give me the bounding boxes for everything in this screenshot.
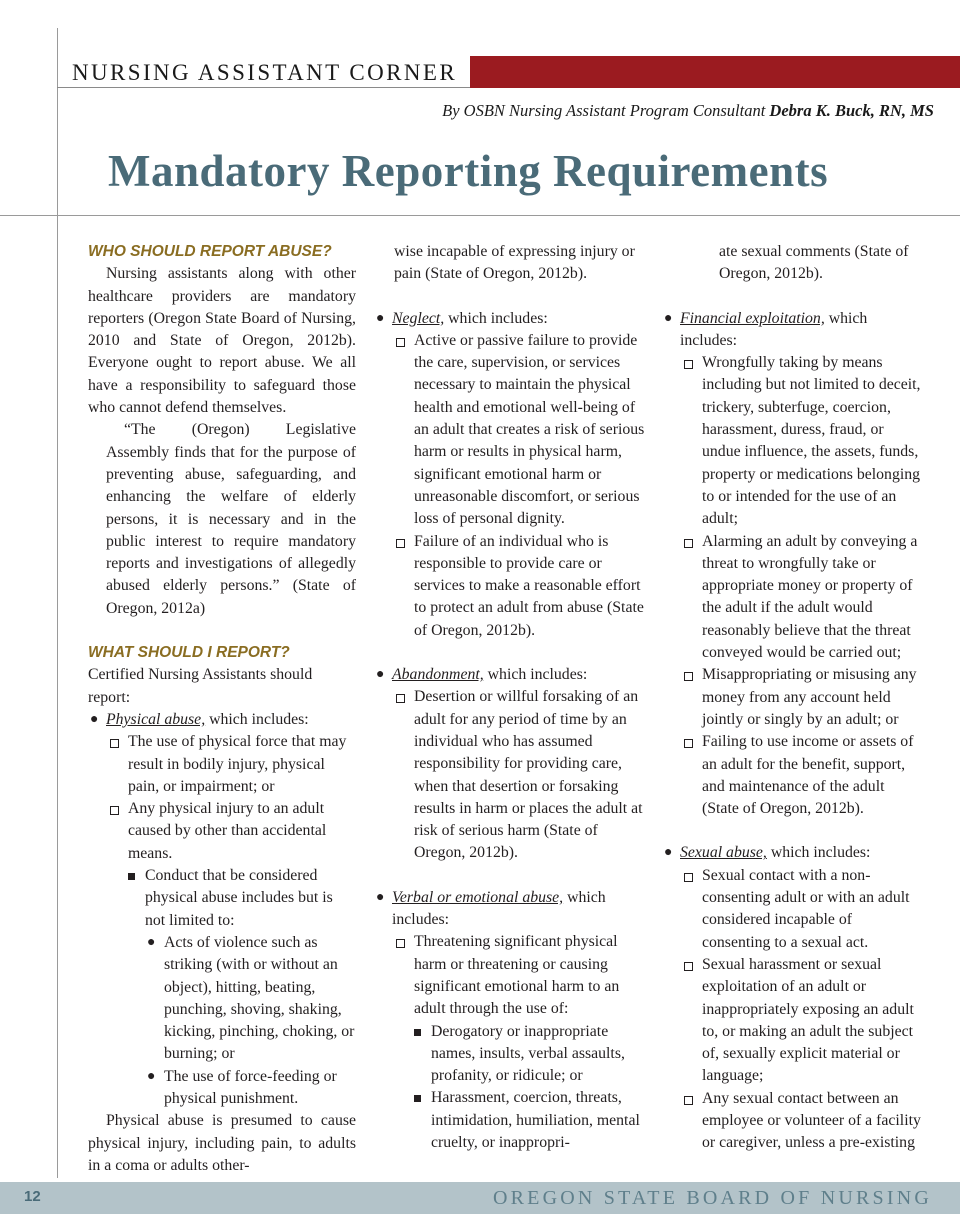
hollow-square-bullet-icon [396, 338, 405, 347]
hollow-square-bullet-icon [684, 739, 693, 748]
hollow-square-bullet-icon [396, 694, 405, 703]
term-physical-abuse: Physical abuse, [106, 710, 206, 728]
column-2 [374, 241, 646, 1154]
page-number: 12 [24, 1188, 41, 1205]
byline: By OSBN Nursing Assistant Program Consultant Debra K. Buck, RN, MS [442, 101, 934, 120]
hollow-square-bullet-icon [684, 1096, 693, 1105]
hollow-square-bullet-icon [684, 672, 693, 681]
hollow-square-bullet-icon [110, 739, 119, 748]
quote-legislative-assembly: “The (Oregon) Legislative Assembly finds that for the purpose of preventing abuse, safeguarding, and enhancing the welfare of elderly persons, it is necessary and in the public interest to require mandatory reports and investigations of allegedly abused elderly persons.” (State of Oregon, 2012a) [106, 421, 356, 617]
bullet-icon: ● [664, 845, 673, 861]
list-item-conduct: Conduct that be considered physical abuse includes but is not limited to: [88, 865, 356, 932]
bullet-icon: ● [147, 1068, 156, 1084]
list-item-harassment: Harassment, coercion, threats, intimidation, humiliation, mental cruelty, or inappropri- [374, 1087, 646, 1154]
paragraph-physical-abuse-presumed: Physical abuse is presumed to cause physical injury, including pain, to adults in a coma or adults other- [88, 1112, 356, 1174]
list-item-financial-exploitation: ● Financial exploitation, which includes: [664, 309, 868, 349]
hollow-square-bullet-icon [396, 939, 405, 948]
bullet-icon: ● [90, 711, 99, 727]
list-item-acts-of-violence: ● Acts of violence such as striking (with or without an object), hitting, beating, punching, shoving, shaking, kicking, pinching, choking, or burning; or [147, 933, 355, 1063]
paragraph-continued: ate sexual comments (State of Oregon, 2012b). [719, 243, 909, 283]
paragraph-continued: wise incapable of expressing injury or pain (State of Oregon, 2012b). [394, 243, 635, 283]
list-item-neglect: ● Neglect, which includes: [374, 308, 646, 330]
filled-square-bullet-icon [128, 873, 135, 880]
bullet-icon: ● [664, 310, 673, 326]
bullet-icon: ● [376, 667, 385, 683]
term-neglect: Neglect, [392, 309, 445, 327]
byline-author: Debra K. Buck, RN, MS [769, 101, 934, 120]
list-item-verbal-emotional-abuse: ● Verbal or emotional abuse, which includes: [376, 888, 606, 929]
paragraph-cna-should-report: Certified Nursing Assistants should report: [88, 666, 313, 706]
list-item-wrongfully-taking: Wrongfully taking by means including but not limited to deceit, trickery, subterfuge, coercion, harassment, duress, fraud, or undue influence, the assets, funds, property or medications belonging to or intended for the use of an adult; [662, 352, 924, 530]
list-item-force-feeding: ● The use of force-feeding or physical punishment. [147, 1067, 337, 1107]
term-abandonment: Abandonment, [392, 666, 484, 684]
term-financial-exploitation: Financial exploitation, [680, 309, 825, 327]
hollow-square-bullet-icon [684, 962, 693, 971]
list-item-abandonment: ● Abandonment, which includes: [374, 664, 646, 686]
term-verbal-emotional-abuse: Verbal or emotional abuse, [392, 888, 564, 906]
list-item-misappropriating: Misappropriating or misusing any money from any account held jointly or singly by an adult; or [662, 664, 924, 731]
list-item-threatening: Threatening significant physical harm or threatening or causing significant emotional harm to an adult through the use of: [374, 931, 646, 1020]
filled-square-bullet-icon [414, 1029, 421, 1036]
footer-organization: OREGON STATE BOARD OF NURSING [492, 1187, 932, 1209]
section-title-rule [57, 87, 470, 88]
column-1 [88, 241, 356, 1177]
section-title-bar [470, 56, 960, 88]
list-item-alarming: Alarming an adult by conveying a threat to wrongfully take or appropriate money or property of the adult if the adult would reasonably believe that the threat conveyed would be carried out; [662, 531, 924, 665]
list-item-sexual-contact: Sexual contact with a non-consenting adult or with an adult considered incapable of consenting to a sexual act. [662, 865, 924, 954]
section-title: NURSING ASSISTANT CORNER [72, 60, 458, 85]
list-item-failing-to-use: Failing to use income or assets of an adult for the benefit, support, and maintenance of the adult (State of Oregon, 2012b). [662, 731, 924, 820]
term-sexual-abuse: Sexual abuse, [680, 844, 767, 862]
list-item-physical-injury: Any physical injury to an adult caused by other than accidental means. [88, 798, 356, 865]
column-3 [662, 241, 924, 1155]
heading-what-should-i-report: WHAT SHOULD I REPORT? [88, 644, 290, 662]
list-item-neglect-active-passive: Active or passive failure to provide the care, supervision, or services necessary to maintain the physical health and emotional well-being of an adult that creates a risk of serious harm or results in physical harm, significant emotional harm or unreasonable discomfort, or serious loss of personal dignity. [374, 330, 646, 531]
bullet-icon: ● [376, 889, 385, 905]
page-title: Mandatory Reporting Requirements [108, 146, 829, 196]
hollow-square-bullet-icon [684, 539, 693, 548]
filled-square-bullet-icon [414, 1095, 421, 1102]
hollow-square-bullet-icon [684, 360, 693, 369]
heading-who-should-report: WHO SHOULD REPORT ABUSE? [88, 243, 332, 260]
bullet-icon: ● [376, 310, 385, 326]
list-item-derogatory: Derogatory or inappropriate names, insults, verbal assaults, profanity, or ridicule; or [374, 1021, 646, 1088]
paragraph-mandatory-reporters: Nursing assistants along with other healthcare providers are mandatory reporters (Oregon State Board of Nursing, 2010 and State of Oregon, 2012b). Everyone ought to report abuse. We all have a responsibility to safeguard those who cannot defend themselves. [88, 265, 356, 417]
list-item-sexual-abuse: ● Sexual abuse, which includes: [662, 842, 924, 864]
list-item-sexual-harassment: Sexual harassment or sexual exploitation of an adult or inappropriately exposing an adult to, or making an adult the subject of, sexually explicit material or language; [662, 954, 924, 1088]
hollow-square-bullet-icon [684, 873, 693, 882]
hollow-square-bullet-icon [110, 806, 119, 815]
title-rule [0, 215, 960, 216]
bullet-icon: ● [147, 934, 156, 950]
list-item-desertion: Desertion or willful forsaking of an adult for any period of time by an individual who has assumed responsibility for providing care, when that desertion or forsaking results in harm or places the adult at risk of serious harm (State of Oregon, 2012b). [374, 686, 646, 864]
list-item-neglect-failure: Failure of an individual who is responsible to provide care or services to make a reasonable effort to protect an adult from abuse (State of Oregon, 2012b). [374, 531, 646, 642]
list-item-employee-contact: Any sexual contact between an employee or volunteer of a facility or caregiver, unless a pre-existing [662, 1088, 924, 1155]
list-item-physical-abuse: ● Physical abuse, which includes: [88, 709, 356, 731]
left-margin-rule [57, 28, 58, 1178]
hollow-square-bullet-icon [396, 539, 405, 548]
list-item-physical-force: The use of physical force that may result in bodily injury, physical pain, or impairment; or [88, 731, 356, 798]
